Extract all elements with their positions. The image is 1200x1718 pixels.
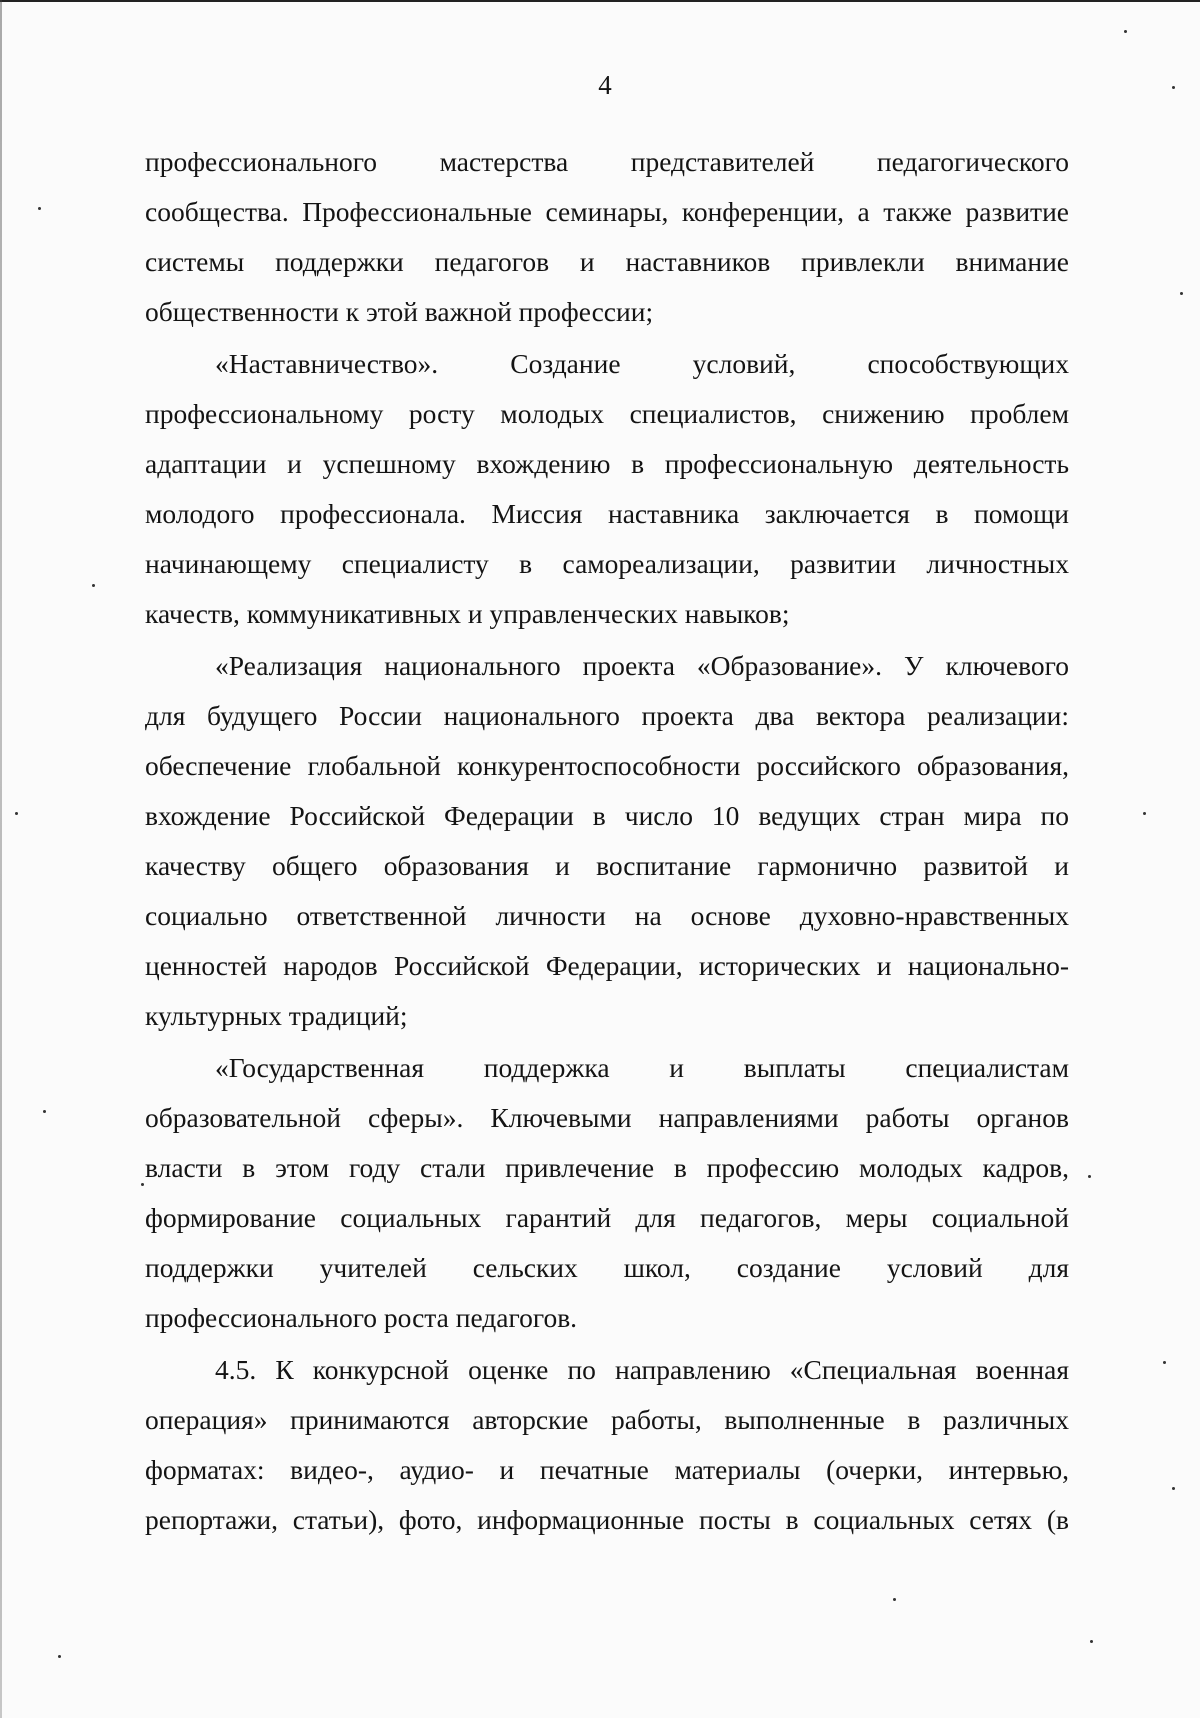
page-number: 4 bbox=[598, 70, 612, 100]
scan-speck bbox=[58, 1655, 61, 1658]
scan-speck bbox=[1172, 1487, 1175, 1490]
text-line: профессионального мастерства представителей педагогического bbox=[145, 146, 1069, 177]
text-line: качеств, коммуникативных и управленческих навыков; bbox=[145, 598, 790, 629]
paragraph bbox=[145, 641, 1069, 1041]
scan-speck bbox=[15, 812, 18, 815]
text-line: вхождение Российской Федерации в число 10 ведущих стран мира по bbox=[145, 800, 1069, 831]
text-line: операция» принимаются авторские работы, выполненные в различных bbox=[145, 1404, 1069, 1435]
scan-speck bbox=[1090, 1640, 1093, 1643]
text-line: профессионального роста педагогов. bbox=[145, 1302, 578, 1333]
text-line: 4.5. К конкурсной оценке по направлению «Специальная военная bbox=[215, 1354, 1069, 1385]
scan-speck bbox=[141, 1183, 144, 1186]
text-line: форматах: видео-, аудио- и печатные материалы (очерки, интервью, bbox=[145, 1454, 1069, 1485]
paragraph bbox=[145, 137, 1069, 337]
text-line: профессиональному росту молодых специалистов, снижению проблем bbox=[145, 398, 1069, 429]
text-line: системы поддержки педагогов и наставников привлекли внимание bbox=[145, 246, 1069, 277]
paragraph bbox=[145, 1043, 1069, 1343]
text-line: общественности к этой важной профессии; bbox=[145, 296, 654, 327]
text-line: молодого профессионала. Миссия наставника заключается в помощи bbox=[145, 498, 1069, 529]
paragraph bbox=[145, 1345, 1069, 1545]
page-left-edge bbox=[0, 0, 2, 1718]
page-top-edge bbox=[0, 0, 1200, 2]
scan-speck bbox=[1163, 1361, 1166, 1364]
text-line: «Государственная поддержка и выплаты специалистам bbox=[215, 1052, 1069, 1083]
document-body bbox=[145, 137, 1069, 1545]
text-line: качеству общего образования и воспитание гармонично развитой и bbox=[145, 850, 1069, 881]
text-line: для будущего России национального проекта два вектора реализации: bbox=[145, 700, 1069, 731]
text-line: сообщества. Профессиональные семинары, конференции, а также развитие bbox=[145, 196, 1069, 227]
scan-speck bbox=[1172, 86, 1175, 89]
text-line: «Реализация национального проекта «Образование». У ключевого bbox=[215, 650, 1069, 681]
text-line: социально ответственной личности на основе духовно-нравственных bbox=[145, 900, 1069, 931]
text-line: ценностей народов Российской Федерации, исторических и национально- bbox=[145, 950, 1069, 981]
text-line: репортажи, статьи), фото, информационные посты в социальных сетях (в bbox=[145, 1504, 1069, 1535]
paragraph bbox=[145, 339, 1069, 639]
scan-speck bbox=[1180, 292, 1183, 295]
scan-speck bbox=[92, 584, 95, 587]
text-line: начинающему специалисту в самореализации, развитии личностных bbox=[145, 548, 1069, 579]
scan-speck bbox=[893, 1598, 896, 1601]
scan-speck bbox=[38, 207, 41, 210]
scan-speck bbox=[1124, 30, 1127, 33]
text-line: адаптации и успешному вхождению в профессиональную деятельность bbox=[145, 448, 1069, 479]
text-line: формирование социальных гарантий для педагогов, меры социальной bbox=[145, 1202, 1069, 1233]
text-line: поддержки учителей сельских школ, создание условий для bbox=[145, 1252, 1069, 1283]
scan-speck bbox=[1088, 1175, 1091, 1178]
scan-speck bbox=[1143, 812, 1146, 815]
text-line: «Наставничество». Создание условий, способствующих bbox=[215, 348, 1069, 379]
text-line: образовательной сферы». Ключевыми направлениями работы органов bbox=[145, 1102, 1069, 1133]
text-line: обеспечение глобальной конкурентоспособности российского образования, bbox=[145, 750, 1069, 781]
text-line: власти в этом году стали привлечение в профессию молодых кадров, bbox=[145, 1152, 1069, 1183]
text-line: культурных традиций; bbox=[145, 1000, 408, 1031]
scan-speck bbox=[43, 1110, 46, 1113]
